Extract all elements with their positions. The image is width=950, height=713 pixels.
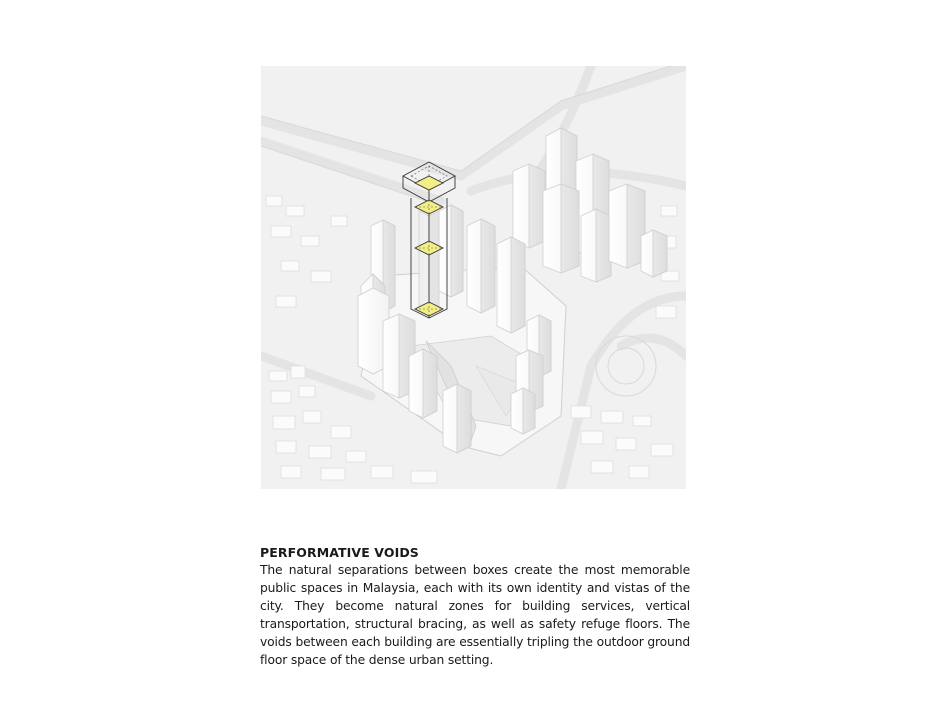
axonometric-site-plan xyxy=(261,66,686,489)
caption-title: PERFORMATIVE VOIDS xyxy=(260,545,419,560)
caption-block xyxy=(260,545,690,669)
tower-cluster-east xyxy=(513,128,667,282)
site-diagram xyxy=(261,66,686,489)
highlight-tower-voids xyxy=(403,162,455,318)
caption-body: The natural separations between boxes create the most memorable public spaces in Malaysia, each with its own identity and vistas of the city. They become natural zones for building services, vertical transportation, structural bracing, as well as safety refuge floors. The voids between each building are essentially tripling the outdoor ground floor space of the dense urban setting. xyxy=(260,563,690,667)
